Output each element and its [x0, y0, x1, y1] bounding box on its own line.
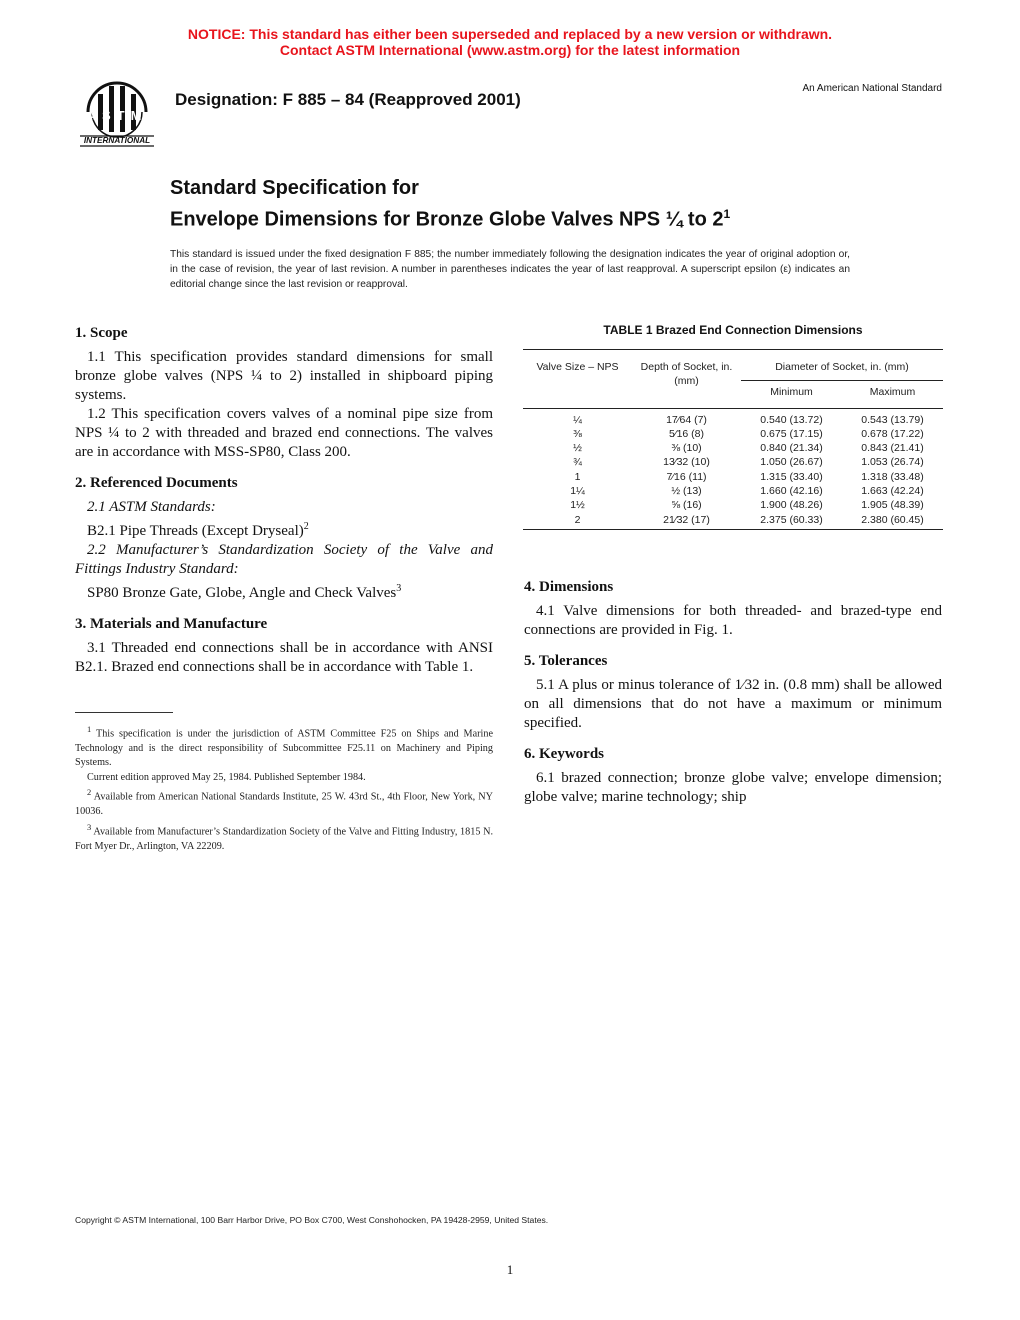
- cell-depth: ½ (13): [671, 485, 702, 498]
- footnote-text: This specification is under the jurisdiction of ASTM Committee F25 on Ships and Marine Technology and is the direct responsibility of Subcommittee F25.11 on Machinery and Piping Systems.: [75, 728, 493, 769]
- title-line-2-text: Envelope Dimensions for Bronze Globe Valves NPS ¼ to 2: [170, 208, 724, 231]
- section-heading: 5. Tolerances: [524, 653, 608, 669]
- astm-logo: [74, 72, 160, 150]
- paragraph: 1.2 This specification covers valves of a nominal pipe size from NPS ¼ to 2 with threaded and brazed end connections. The valves are in accordance with MSS-SP80, Class 200.: [75, 406, 493, 460]
- cell-min: 0.540 (13.72): [760, 413, 823, 426]
- cell-size: 1¼: [570, 485, 585, 498]
- document-title: [170, 175, 730, 233]
- logo-text: ASTM: [86, 108, 148, 123]
- footnote-divider: [75, 712, 173, 713]
- table-1: [523, 323, 943, 530]
- paragraph: 3.1 Threaded end connections shall be in accordance with ANSI B2.1. Brazed end connections shall be in accordance with Table 1.: [75, 640, 493, 675]
- paragraph: 4.1 Valve dimensions for both threaded- and brazed-type end connections are provided in Fig. 1.: [524, 603, 942, 638]
- copyright: Copyright © ASTM International, 100 Barr Harbor Drive, PO Box C700, West Conshohocken, PA 19428-2959, United States.: [75, 1215, 549, 1225]
- header-maximum: Maximum: [842, 381, 943, 408]
- header-minimum: Minimum: [741, 381, 842, 408]
- table-caption: TABLE 1 Brazed End Connection Dimensions: [603, 323, 863, 337]
- footnote-text: Available from American National Standards Institute, 25 W. 43rd St., 4th Floor, New York, NY 10036.: [75, 791, 494, 818]
- footnote-mark: 2: [303, 521, 309, 532]
- cell-size: ½: [573, 442, 582, 455]
- footnote-2: [75, 785, 493, 819]
- header-valve-size: Valve Size – NPS: [523, 350, 632, 409]
- section-heading: 3. Materials and Manufacture: [75, 616, 268, 632]
- cell-size: ¾: [573, 456, 582, 469]
- paragraph: 1.1 This specification provides standard dimensions for small bronze globe valves (NPS ¼ to 2) installed in shipboard piping systems.: [75, 349, 493, 403]
- cell-min: 1.660 (42.16): [760, 485, 823, 498]
- cell-size: 2: [574, 513, 581, 526]
- section-dimensions: [524, 578, 942, 640]
- cell-depth: ⅜ (10): [671, 442, 702, 455]
- cell-max: 0.543 (13.79): [861, 413, 924, 426]
- left-column: [75, 324, 493, 689]
- paragraph: 2.1 ASTM Standards:: [87, 499, 216, 515]
- footnote-1b: Current edition approved May 25, 1984. Published September 1984.: [87, 771, 366, 783]
- table-row: [523, 513, 943, 530]
- section-heading: 6. Keywords: [524, 746, 604, 762]
- section-keywords: [524, 745, 942, 807]
- cell-depth: 5⁄16 (8): [668, 427, 705, 440]
- header-depth: Depth of Socket, in. (mm): [632, 350, 741, 409]
- section-heading: 2. Referenced Documents: [75, 475, 238, 491]
- footnote-mark: 3: [396, 583, 402, 594]
- title-footnote-mark: 1: [723, 207, 731, 221]
- paragraph: 2.2 Manufacturer’s Standardization Society of the Valve and Fittings Industry Standard:: [75, 542, 493, 577]
- cell-depth: 7⁄16 (11): [666, 470, 707, 483]
- intro-paragraph: This standard is issued under the fixed designation F 885; the number immediately following the designation indicates the year of original adoption or, in the case of revision, the year of last revision. A number in parentheses indicates the year of last reapproval. A superscript epsilon (ε) indicates an editorial change since the last revision or reapproval.: [170, 249, 850, 290]
- reference-item: [75, 579, 493, 603]
- cell-min: 0.840 (21.34): [760, 442, 823, 455]
- cell-size: 1: [574, 470, 581, 483]
- brazed-end-table: [523, 349, 943, 530]
- footnote-mark: 2: [87, 787, 92, 798]
- section-scope: [75, 324, 493, 462]
- table-row: [523, 470, 943, 484]
- logo-subtext: INTERNATIONAL: [83, 136, 151, 145]
- cell-min: 0.675 (17.15): [760, 427, 823, 440]
- section-materials: [75, 615, 493, 677]
- section-tolerances: [524, 652, 942, 733]
- footnotes: [75, 722, 493, 854]
- cell-size: 1½: [570, 499, 585, 512]
- table-row: [523, 484, 943, 498]
- cell-max: 1.905 (48.39): [861, 499, 924, 512]
- cell-min: 1.900 (48.26): [760, 499, 823, 512]
- section-heading: 4. Dimensions: [524, 579, 614, 595]
- cell-max: 0.843 (21.41): [861, 442, 924, 455]
- footnote-3: [75, 820, 493, 854]
- paragraph: 5.1 A plus or minus tolerance of 1⁄32 in. (0.8 mm) shall be allowed on all dimensions that do not have a maximum or minimum specified.: [524, 677, 942, 731]
- cell-size: ¼: [573, 413, 582, 426]
- cell-max: 1.053 (26.74): [861, 456, 924, 469]
- right-column: [524, 578, 942, 819]
- title-line-2: [170, 201, 730, 233]
- footnote-1: [75, 722, 493, 771]
- table-row: [523, 498, 943, 512]
- cell-max: 0.678 (17.22): [861, 427, 924, 440]
- cell-depth: 17⁄64 (7): [666, 413, 707, 426]
- header-diameter: Diameter of Socket, in. (mm): [741, 350, 943, 381]
- cell-max: 2.380 (60.45): [861, 513, 924, 526]
- reference-text: SP80 Bronze Gate, Globe, Angle and Check Valves: [87, 585, 397, 601]
- notice-line-1: NOTICE: This standard has either been superseded and replaced by a new version or withdrawn.: [187, 26, 833, 42]
- footnote-mark: 1: [87, 724, 92, 734]
- notice-line-2: Contact ASTM International (www.astm.org) for the latest information: [279, 42, 741, 58]
- reference-item: [75, 517, 493, 541]
- section-heading: 1. Scope: [75, 325, 128, 341]
- table-row: [523, 455, 943, 469]
- cell-size: ⅜: [573, 427, 582, 440]
- paragraph: 6.1 brazed connection; bronze globe valve; envelope dimension; globe valve; marine technology; ship: [524, 770, 942, 805]
- cell-depth: 13⁄32 (10): [663, 456, 710, 469]
- cell-depth: ⅝ (16): [671, 499, 702, 512]
- title-line-1: Standard Specification for: [170, 177, 419, 199]
- table-row: [523, 427, 943, 441]
- cell-min: 1.050 (26.67): [760, 456, 823, 469]
- footnote-mark: 3: [87, 821, 92, 832]
- superseded-notice: [0, 26, 1020, 58]
- cell-max: 1.318 (33.48): [861, 470, 924, 483]
- cell-min: 2.375 (60.33): [760, 513, 823, 526]
- cell-max: 1.663 (42.24): [861, 485, 924, 498]
- section-referenced-documents: [75, 474, 493, 603]
- table-row: [523, 408, 943, 427]
- designation: Designation: F 885 – 84 (Reapproved 2001): [175, 90, 521, 109]
- cell-min: 1.315 (33.40): [760, 470, 823, 483]
- footnote-text: Available from Manufacturer’s Standardization Society of the Valve and Fitting Industry, 1815 N. Fort Myer Dr., Arlington, VA 22209.: [75, 826, 493, 852]
- american-national-standard: An American National Standard: [802, 83, 942, 94]
- reference-text: B2.1 Pipe Threads (Except Dryseal): [87, 523, 304, 539]
- table-row: [523, 441, 943, 455]
- cell-depth: 21⁄32 (17): [663, 513, 710, 526]
- page-number: 1: [506, 1262, 514, 1277]
